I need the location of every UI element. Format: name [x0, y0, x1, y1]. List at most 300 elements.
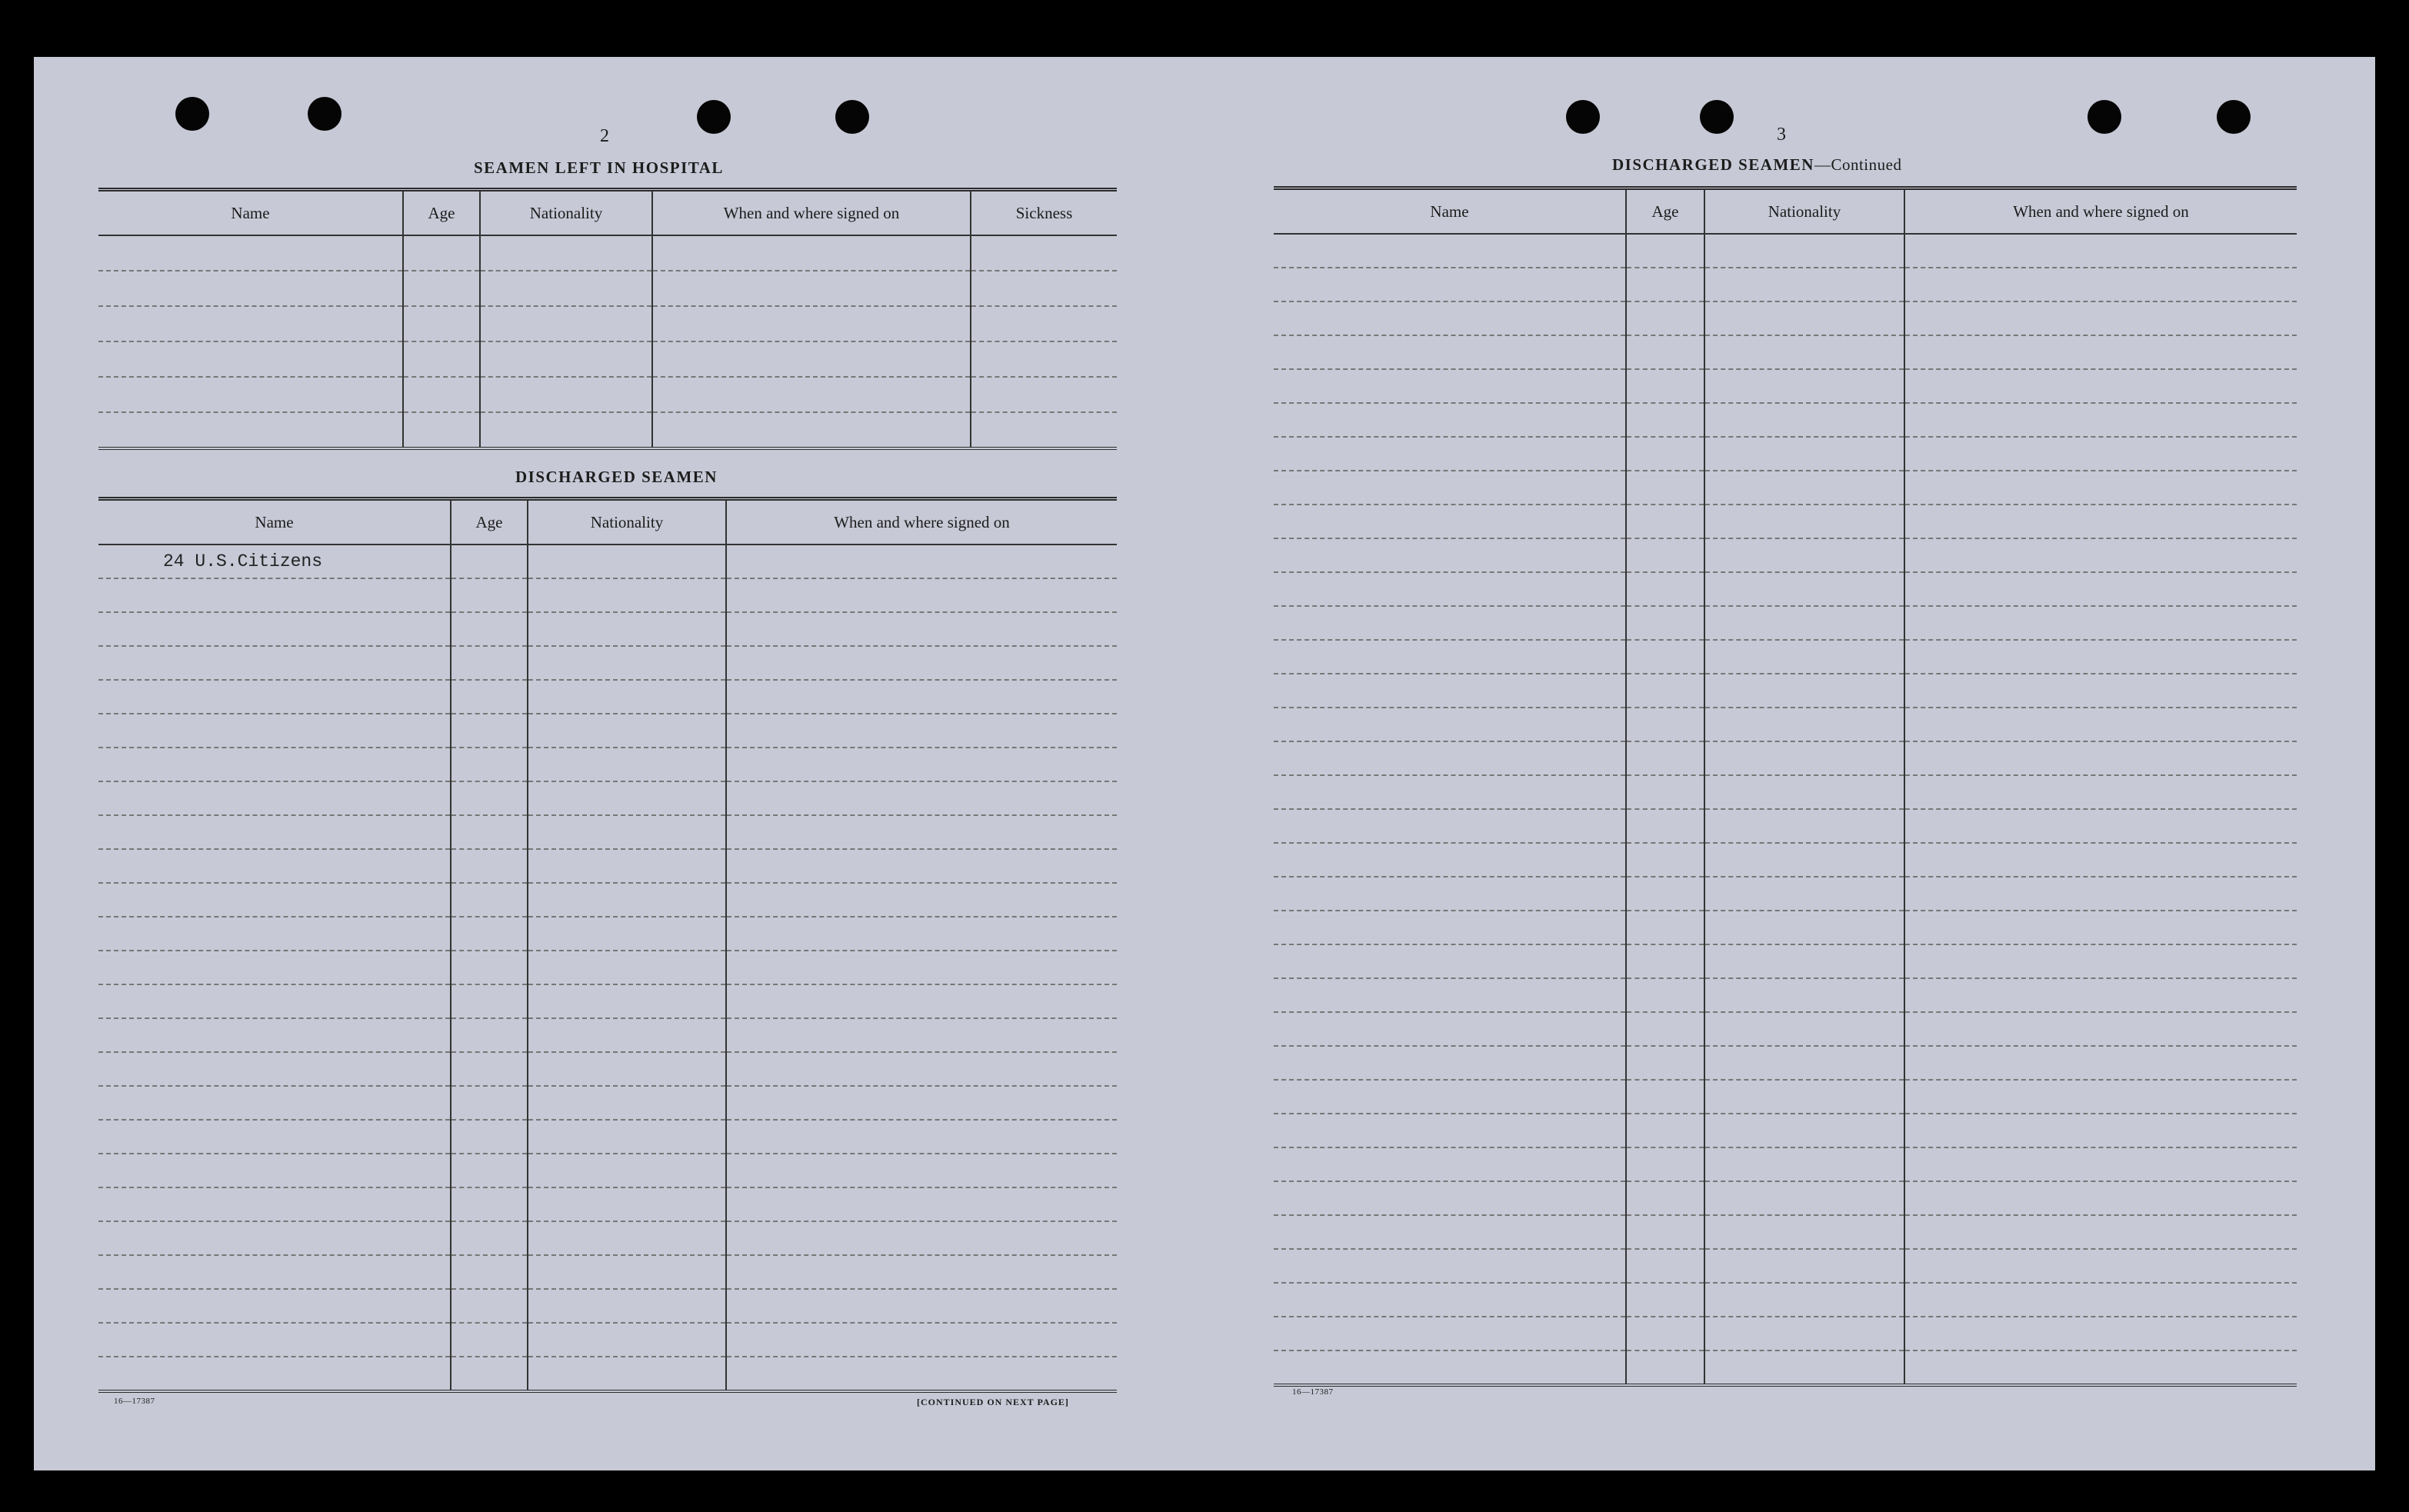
table-row	[98, 815, 1117, 849]
table-cell	[403, 377, 480, 412]
table-cell	[1904, 1046, 2297, 1080]
table-cell	[1904, 978, 2297, 1012]
table-cell	[652, 412, 971, 448]
table-cell	[1704, 1249, 1904, 1283]
table-row	[1274, 1012, 2297, 1046]
table-cell	[726, 849, 1117, 883]
table-cell	[1904, 708, 2297, 741]
table-cell	[1704, 978, 1904, 1012]
table-cell	[528, 951, 726, 984]
table-cell	[1704, 1181, 1904, 1215]
table-cell	[1904, 674, 2297, 708]
column-header-name: Name	[98, 190, 403, 236]
table-cell	[652, 377, 971, 412]
table-cell	[726, 1018, 1117, 1052]
table-row	[98, 714, 1117, 748]
table-row	[98, 951, 1117, 984]
table-cell	[1904, 369, 2297, 403]
table-cell	[451, 714, 528, 748]
table-cell	[1274, 437, 1626, 471]
table-cell	[1904, 1114, 2297, 1147]
punch-hole	[2217, 100, 2251, 134]
continued-suffix: —Continued	[1814, 155, 1902, 174]
table-row	[1274, 741, 2297, 775]
table-cell	[528, 1221, 726, 1255]
table-row	[98, 1255, 1117, 1289]
table-cell	[98, 1187, 451, 1221]
table-cell	[1274, 335, 1626, 369]
table-cell	[528, 680, 726, 714]
table-cell	[528, 1154, 726, 1187]
table-cell	[726, 1187, 1117, 1221]
table-cell	[451, 646, 528, 680]
table-cell	[403, 341, 480, 377]
table-cell	[1904, 538, 2297, 572]
table-cell	[1904, 843, 2297, 877]
table-cell	[1626, 1046, 1704, 1080]
table-cell	[528, 1120, 726, 1154]
table-row	[98, 1018, 1117, 1052]
table-cell	[1626, 741, 1704, 775]
typed-entry: 24 U.S.Citizens	[163, 551, 323, 571]
table-cell	[1626, 911, 1704, 944]
column-header-signed-on: When and where signed on	[652, 190, 971, 236]
table-row	[1274, 335, 2297, 369]
table-cell	[1626, 877, 1704, 911]
table-cell	[451, 1255, 528, 1289]
table-cell	[528, 748, 726, 781]
table-cell	[1626, 775, 1704, 809]
table-cell	[98, 646, 451, 680]
table-cell	[1904, 606, 2297, 640]
table-row	[1274, 1147, 2297, 1181]
table-row	[98, 883, 1117, 917]
table-cell	[451, 748, 528, 781]
table-cell	[1274, 674, 1626, 708]
table-cell	[1626, 1012, 1704, 1046]
table-cell	[98, 984, 451, 1018]
table-cell	[451, 883, 528, 917]
table-cell	[1704, 809, 1904, 843]
table-cell	[1626, 1215, 1704, 1249]
table-row	[98, 1086, 1117, 1120]
table-row	[1274, 1080, 2297, 1114]
punch-hole	[2087, 100, 2121, 134]
table-cell	[1704, 741, 1904, 775]
table-row	[1274, 809, 2297, 843]
table-cell	[1626, 301, 1704, 335]
table-cell	[1704, 403, 1904, 437]
table-cell	[403, 306, 480, 341]
table-cell	[451, 1086, 528, 1120]
table-cell	[1274, 640, 1626, 674]
hospital-section-title: SEAMEN LEFT IN HOSPITAL	[474, 158, 724, 177]
table-row	[1274, 268, 2297, 301]
table-cell	[98, 815, 451, 849]
table-cell	[451, 917, 528, 951]
column-header-signed-on: When and where signed on	[1904, 188, 2297, 235]
table-cell	[403, 235, 480, 271]
table-cell	[1904, 505, 2297, 538]
table-cell	[1704, 1283, 1904, 1317]
table-cell	[1274, 1249, 1626, 1283]
table-cell	[971, 377, 1117, 412]
table-cell	[451, 1154, 528, 1187]
table-cell	[451, 612, 528, 646]
table-cell	[1904, 1181, 2297, 1215]
table-cell	[480, 271, 652, 306]
table-cell	[480, 377, 652, 412]
table-row	[1274, 1046, 2297, 1080]
table-cell	[1626, 572, 1704, 606]
table-cell	[528, 1052, 726, 1086]
table-cell	[98, 849, 451, 883]
table-row	[98, 578, 1117, 612]
hospital-header-row	[98, 190, 1117, 236]
table-cell	[1626, 1181, 1704, 1215]
table-row	[1274, 843, 2297, 877]
table-cell	[1274, 877, 1626, 911]
table-row	[98, 1289, 1117, 1323]
form-number-left: 16—17387	[114, 1397, 155, 1406]
table-cell	[1704, 674, 1904, 708]
table-row	[1274, 234, 2297, 268]
table-cell	[1274, 978, 1626, 1012]
table-cell	[726, 646, 1117, 680]
table-cell	[98, 1018, 451, 1052]
table-cell	[1274, 1181, 1626, 1215]
table-cell	[98, 235, 403, 271]
table-cell	[1626, 944, 1704, 978]
table-cell	[1704, 369, 1904, 403]
punch-hole	[697, 100, 731, 134]
table-cell	[1626, 843, 1704, 877]
table-cell	[451, 1018, 528, 1052]
discharged-continued-title	[1612, 155, 1901, 175]
table-cell	[451, 815, 528, 849]
table-cell	[451, 781, 528, 815]
table-cell	[1704, 944, 1904, 978]
table-row	[98, 1187, 1117, 1221]
table-row	[98, 1221, 1117, 1255]
table-cell	[1274, 1283, 1626, 1317]
table-cell	[1274, 505, 1626, 538]
table-cell	[1626, 606, 1704, 640]
table-row	[98, 412, 1117, 448]
table-cell	[1704, 1147, 1904, 1181]
table-cell	[98, 748, 451, 781]
table-cell	[652, 341, 971, 377]
continued-header-row	[1274, 188, 2297, 235]
table-cell	[1904, 234, 2297, 268]
table-row	[98, 612, 1117, 646]
table-row	[1274, 471, 2297, 505]
table-cell	[1704, 505, 1904, 538]
table-cell	[1704, 268, 1904, 301]
table-row	[1274, 1283, 2297, 1317]
table-cell	[98, 1289, 451, 1323]
table-cell	[451, 1052, 528, 1086]
table-cell	[1904, 1317, 2297, 1350]
table-cell	[98, 1255, 451, 1289]
column-header-signed-on: When and where signed on	[726, 499, 1117, 545]
table-cell	[451, 1289, 528, 1323]
table-row	[1274, 1215, 2297, 1249]
table-cell	[1626, 369, 1704, 403]
table-cell	[98, 1154, 451, 1187]
table-row	[1274, 369, 2297, 403]
table-cell	[1274, 775, 1626, 809]
table-row	[98, 1120, 1117, 1154]
table-cell	[480, 412, 652, 448]
table-cell	[1904, 1215, 2297, 1249]
table-cell	[451, 545, 528, 578]
table-row	[1274, 437, 2297, 471]
discharged-section-title: DISCHARGED SEAMEN	[515, 468, 718, 486]
table-cell	[528, 917, 726, 951]
table-cell	[1274, 911, 1626, 944]
table-row	[98, 1154, 1117, 1187]
column-header-name: Name	[98, 499, 451, 545]
table-cell	[1626, 1114, 1704, 1147]
table-cell	[971, 412, 1117, 448]
table-row	[98, 1357, 1117, 1391]
table-cell	[98, 917, 451, 951]
table-cell	[451, 578, 528, 612]
table-cell	[451, 1221, 528, 1255]
punch-hole	[1566, 100, 1600, 134]
table-cell	[1274, 708, 1626, 741]
table-row	[98, 748, 1117, 781]
table-cell	[451, 1187, 528, 1221]
table-cell	[1704, 1012, 1904, 1046]
table-row	[1274, 572, 2297, 606]
table-cell	[98, 612, 451, 646]
table-cell	[1626, 674, 1704, 708]
column-header-nationality: Nationality	[528, 499, 726, 545]
table-cell	[1904, 877, 2297, 911]
table-cell	[98, 781, 451, 815]
table-row	[1274, 708, 2297, 741]
table-row	[98, 781, 1117, 815]
table-cell	[652, 235, 971, 271]
table-cell	[480, 341, 652, 377]
table-cell	[98, 271, 403, 306]
table-cell	[1904, 403, 2297, 437]
table-cell	[98, 1221, 451, 1255]
table-cell	[1904, 437, 2297, 471]
discharged-header-row	[98, 499, 1117, 545]
table-cell	[726, 984, 1117, 1018]
table-row	[1274, 1181, 2297, 1215]
table-cell	[1274, 369, 1626, 403]
table-cell	[528, 883, 726, 917]
table-cell	[1904, 809, 2297, 843]
table-row	[98, 984, 1117, 1018]
table-cell	[98, 1086, 451, 1120]
discharged-continued-table	[1274, 186, 2297, 1387]
table-cell	[652, 306, 971, 341]
table-cell	[1626, 1080, 1704, 1114]
table-cell	[98, 412, 403, 448]
table-row	[98, 849, 1117, 883]
table-row	[1274, 606, 2297, 640]
table-cell	[1904, 1080, 2297, 1114]
table-row	[1274, 1317, 2297, 1350]
table-cell	[1704, 301, 1904, 335]
table-cell	[726, 1255, 1117, 1289]
table-cell	[1626, 268, 1704, 301]
table-cell	[1704, 1114, 1904, 1147]
table-row	[1274, 911, 2297, 944]
table-row	[1274, 1350, 2297, 1385]
table-cell	[528, 545, 726, 578]
table-cell	[1704, 708, 1904, 741]
table-cell	[480, 306, 652, 341]
table-row	[98, 377, 1117, 412]
hospital-table	[98, 188, 1117, 450]
table-cell	[1704, 1350, 1904, 1385]
table-cell	[1704, 843, 1904, 877]
table-cell	[1704, 877, 1904, 911]
document-sheet	[34, 57, 2375, 1470]
column-header-nationality: Nationality	[1704, 188, 1904, 235]
table-cell	[1704, 775, 1904, 809]
punch-hole	[835, 100, 869, 134]
table-cell	[726, 612, 1117, 646]
table-cell	[726, 1323, 1117, 1357]
table-cell	[1626, 1283, 1704, 1317]
table-cell	[528, 1018, 726, 1052]
table-cell	[1274, 1012, 1626, 1046]
table-cell	[1904, 268, 2297, 301]
table-cell	[528, 815, 726, 849]
table-cell	[1904, 911, 2297, 944]
table-cell	[1274, 843, 1626, 877]
table-cell	[1704, 471, 1904, 505]
table-cell	[451, 951, 528, 984]
table-cell	[1626, 1317, 1704, 1350]
table-cell	[1274, 1147, 1626, 1181]
table-cell	[1904, 301, 2297, 335]
table-cell	[971, 271, 1117, 306]
table-cell	[726, 883, 1117, 917]
table-cell	[1274, 572, 1626, 606]
table-row	[1274, 1114, 2297, 1147]
table-cell	[971, 306, 1117, 341]
table-row	[98, 545, 1117, 578]
page-number-left: 2	[600, 126, 609, 146]
column-header-nationality: Nationality	[480, 190, 652, 236]
table-cell	[1274, 471, 1626, 505]
table-cell	[1904, 1147, 2297, 1181]
punch-hole	[1700, 100, 1734, 134]
table-cell	[726, 951, 1117, 984]
table-row	[98, 1323, 1117, 1357]
table-cell	[726, 545, 1117, 578]
table-row	[1274, 640, 2297, 674]
table-cell	[1626, 1249, 1704, 1283]
table-cell	[726, 1120, 1117, 1154]
table-cell	[1274, 809, 1626, 843]
table-row	[1274, 674, 2297, 708]
table-row	[1274, 505, 2297, 538]
table-cell	[971, 235, 1117, 271]
table-cell	[1274, 1317, 1626, 1350]
table-cell	[528, 1086, 726, 1120]
table-cell	[451, 849, 528, 883]
table-cell	[1704, 911, 1904, 944]
table-cell	[1904, 741, 2297, 775]
table-cell	[1904, 1012, 2297, 1046]
table-cell	[726, 1052, 1117, 1086]
discharged-table	[98, 497, 1117, 1393]
table-row	[1274, 538, 2297, 572]
table-cell	[528, 781, 726, 815]
table-cell	[98, 377, 403, 412]
table-row	[1274, 301, 2297, 335]
table-cell	[451, 680, 528, 714]
table-cell	[1904, 471, 2297, 505]
table-cell	[528, 849, 726, 883]
table-cell	[1626, 809, 1704, 843]
table-cell	[528, 646, 726, 680]
table-cell	[1904, 944, 2297, 978]
table-cell	[98, 680, 451, 714]
table-cell	[1904, 1350, 2297, 1385]
table-cell	[451, 1120, 528, 1154]
table-cell	[1904, 1249, 2297, 1283]
table-cell	[98, 714, 451, 748]
table-cell	[1626, 978, 1704, 1012]
table-cell	[726, 781, 1117, 815]
table-cell	[451, 1323, 528, 1357]
table-cell	[528, 1357, 726, 1391]
table-cell	[1626, 335, 1704, 369]
table-cell	[98, 578, 451, 612]
table-row	[1274, 775, 2297, 809]
table-cell	[1904, 335, 2297, 369]
table-row	[1274, 877, 2297, 911]
table-cell	[1274, 234, 1626, 268]
table-cell	[98, 341, 403, 377]
table-cell	[1704, 1317, 1904, 1350]
table-cell	[1274, 1080, 1626, 1114]
table-cell	[1704, 572, 1904, 606]
table-cell	[1704, 640, 1904, 674]
punch-hole	[175, 97, 209, 131]
table-cell	[1626, 1147, 1704, 1181]
table-cell	[1904, 775, 2297, 809]
table-cell	[1274, 1046, 1626, 1080]
table-cell	[1704, 335, 1904, 369]
table-cell	[1904, 640, 2297, 674]
table-cell	[726, 1357, 1117, 1391]
table-cell	[403, 412, 480, 448]
table-cell	[451, 984, 528, 1018]
column-header-age: Age	[451, 499, 528, 545]
table-row	[98, 341, 1117, 377]
table-cell	[528, 1323, 726, 1357]
table-cell	[1704, 1080, 1904, 1114]
table-cell	[1626, 471, 1704, 505]
table-cell	[1704, 1046, 1904, 1080]
table-cell	[1704, 234, 1904, 268]
column-header-sickness: Sickness	[971, 190, 1117, 236]
table-cell	[98, 951, 451, 984]
table-cell	[451, 1357, 528, 1391]
table-cell	[726, 815, 1117, 849]
